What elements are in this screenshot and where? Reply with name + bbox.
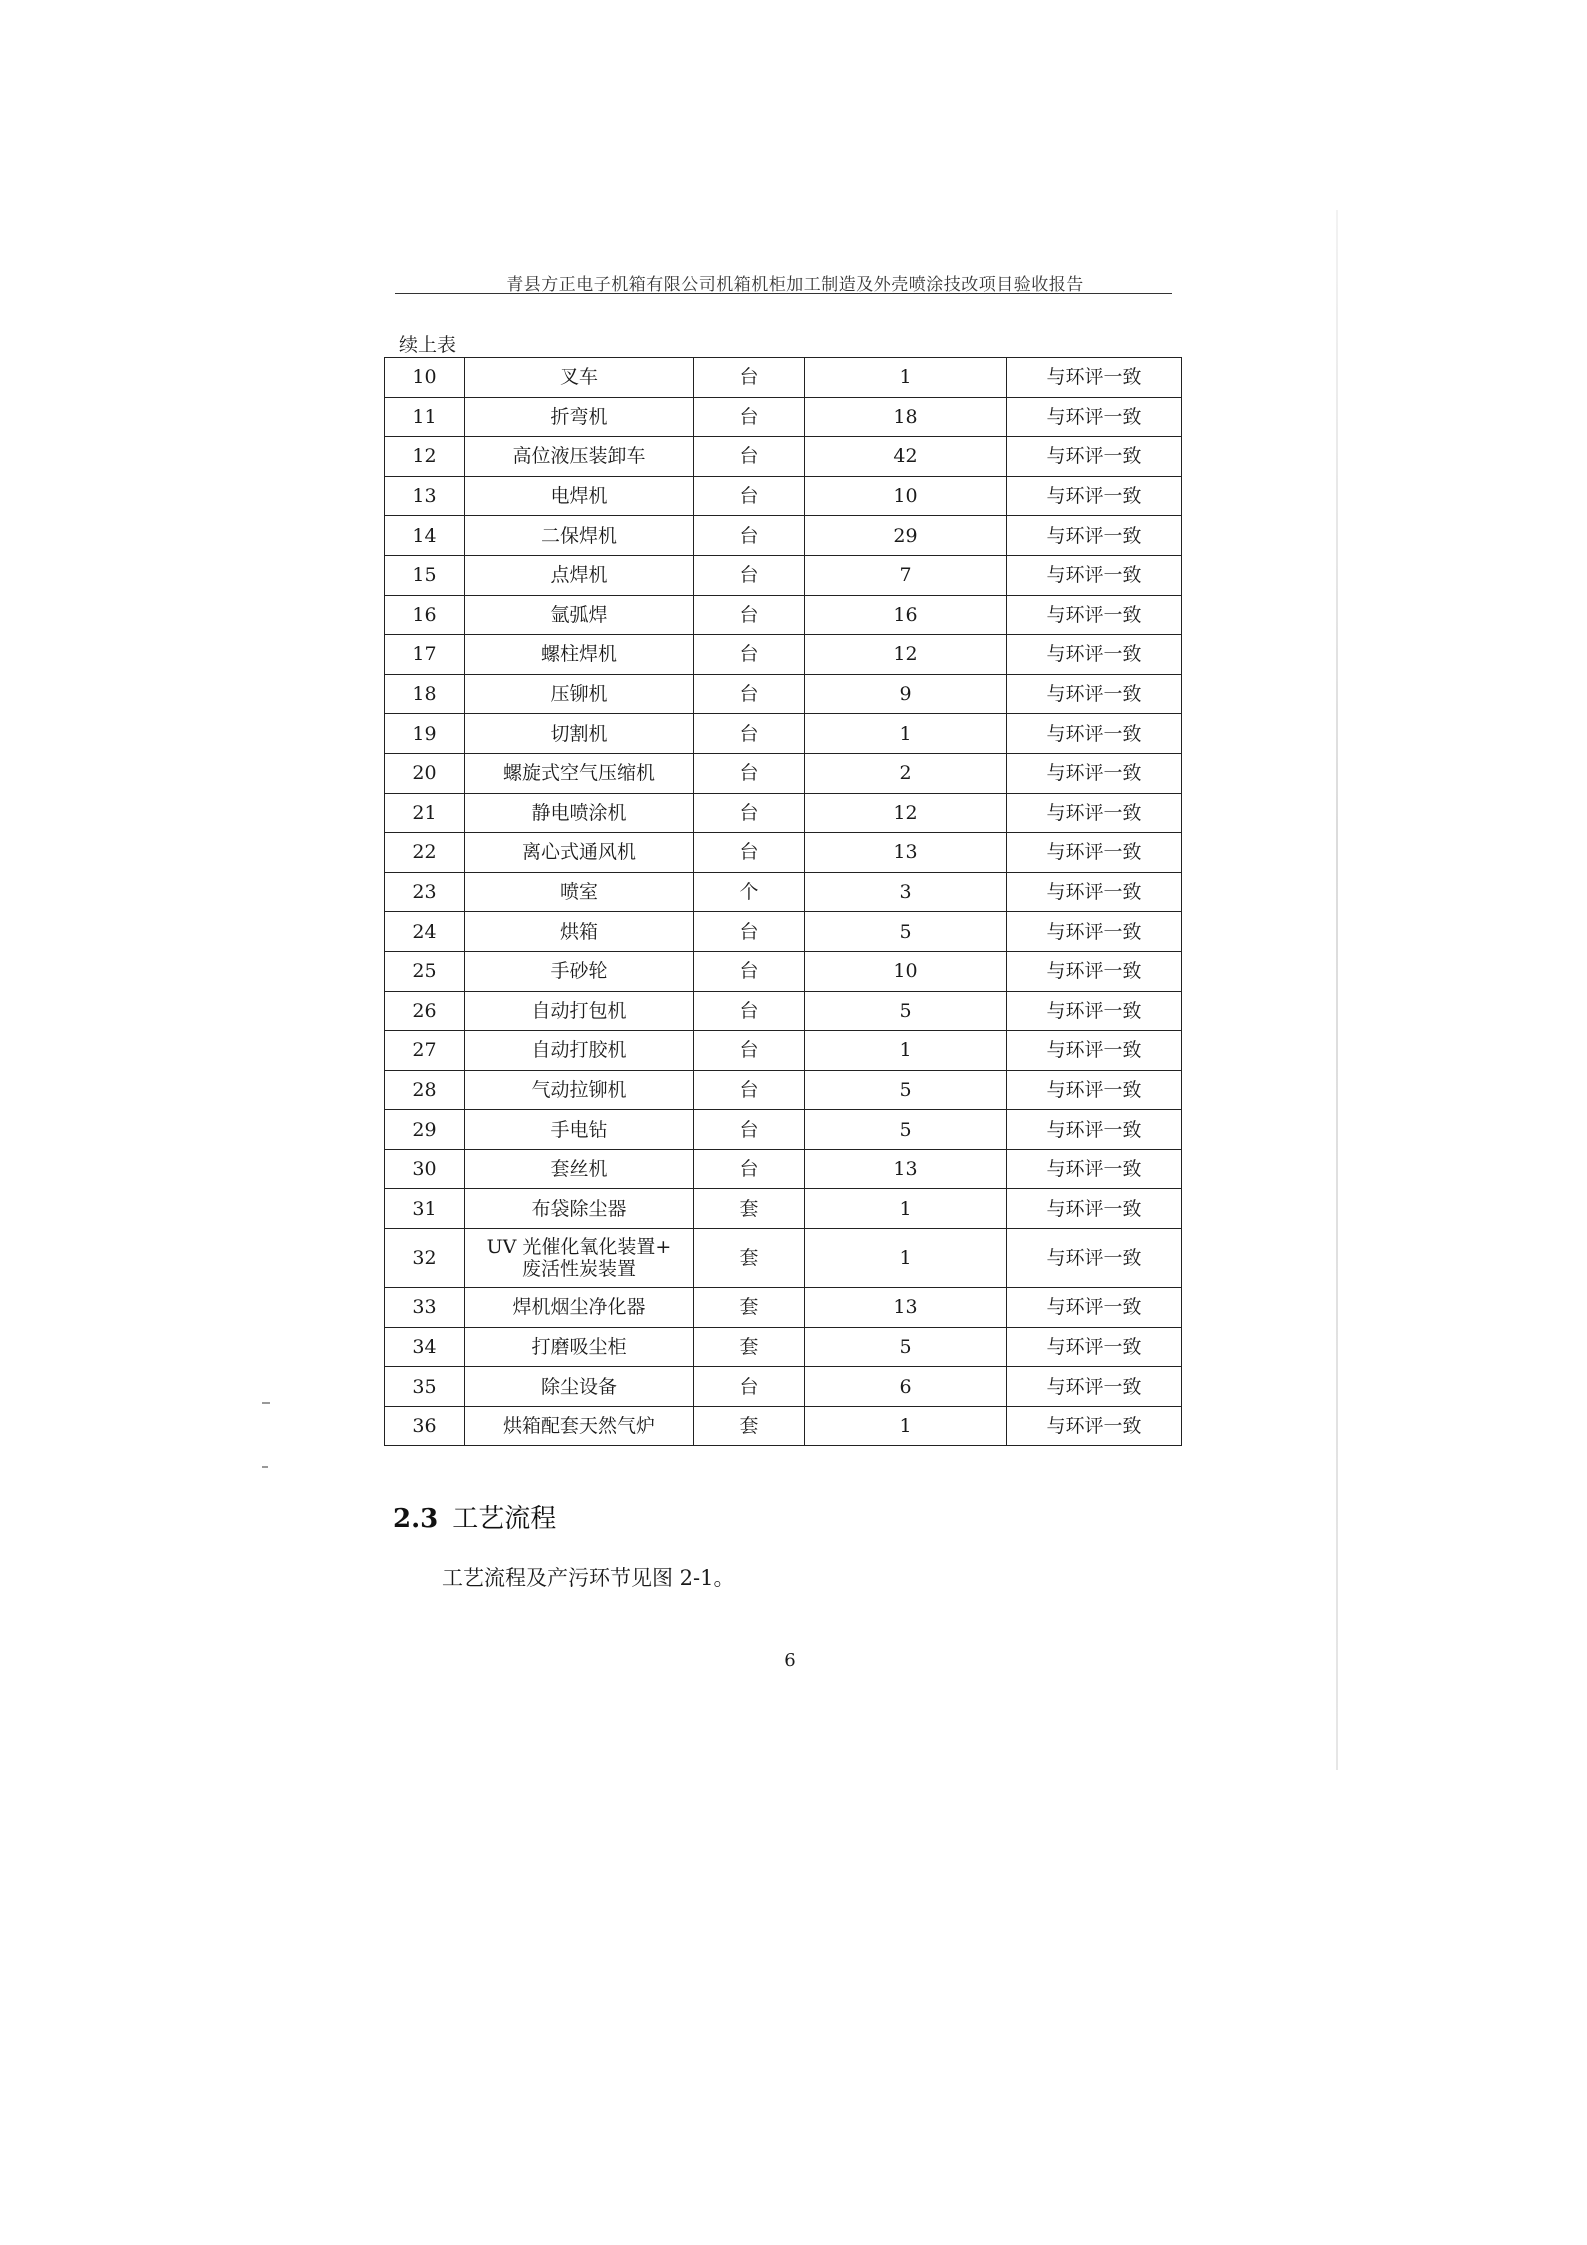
cell-quantity: 12: [805, 793, 1007, 833]
cell-equipment-name: 气动拉铆机: [465, 1070, 694, 1110]
cell-note: 与环评一致: [1007, 358, 1182, 398]
table-row: [385, 1110, 1182, 1150]
cell-unit: 套: [694, 1327, 805, 1367]
table-row: [385, 753, 1182, 793]
equipment-table-body: [385, 358, 1182, 1446]
cell-unit: 台: [694, 1110, 805, 1150]
cell-quantity: 5: [805, 1070, 1007, 1110]
scan-speck: [262, 1466, 268, 1468]
cell-unit: 套: [694, 1189, 805, 1229]
cell-note: 与环评一致: [1007, 872, 1182, 912]
cell-quantity: 5: [805, 1327, 1007, 1367]
cell-equipment-name: 折弯机: [465, 397, 694, 437]
cell-number: 15: [385, 555, 465, 595]
cell-quantity: 1: [805, 1189, 1007, 1229]
cell-number: 31: [385, 1189, 465, 1229]
cell-quantity: 7: [805, 555, 1007, 595]
cell-number: 28: [385, 1070, 465, 1110]
cell-unit: 台: [694, 674, 805, 714]
cell-equipment-name: 压铆机: [465, 674, 694, 714]
cell-number: 26: [385, 991, 465, 1031]
cell-unit: 台: [694, 1367, 805, 1407]
cell-note: 与环评一致: [1007, 595, 1182, 635]
cell-number: 12: [385, 437, 465, 477]
cell-number: 24: [385, 912, 465, 952]
cell-equipment-name: 高位液压装卸车: [465, 437, 694, 477]
table-row: [385, 912, 1182, 952]
cell-unit: 台: [694, 1070, 805, 1110]
section-heading: [393, 1498, 556, 1535]
table-row: [385, 1406, 1182, 1446]
cell-note: 与环评一致: [1007, 912, 1182, 952]
cell-quantity: 1: [805, 1229, 1007, 1288]
cell-number: 32: [385, 1229, 465, 1288]
cell-note: 与环评一致: [1007, 555, 1182, 595]
cell-quantity: 1: [805, 1406, 1007, 1446]
cell-number: 33: [385, 1288, 465, 1328]
cell-quantity: 10: [805, 476, 1007, 516]
table-row: [385, 516, 1182, 556]
table-row: [385, 397, 1182, 437]
cell-quantity: 18: [805, 397, 1007, 437]
cell-quantity: 9: [805, 674, 1007, 714]
cell-quantity: 6: [805, 1367, 1007, 1407]
cell-number: 21: [385, 793, 465, 833]
cell-equipment-name: 自动打包机: [465, 991, 694, 1031]
cell-note: 与环评一致: [1007, 1110, 1182, 1150]
cell-note: 与环评一致: [1007, 1367, 1182, 1407]
table-row: [385, 833, 1182, 873]
table-row: [385, 1189, 1182, 1229]
cell-number: 11: [385, 397, 465, 437]
cell-equipment-name: 切割机: [465, 714, 694, 754]
cell-unit: 台: [694, 595, 805, 635]
cell-note: 与环评一致: [1007, 1149, 1182, 1189]
cell-quantity: 1: [805, 714, 1007, 754]
cell-unit: 台: [694, 793, 805, 833]
cell-unit: 台: [694, 951, 805, 991]
cell-number: 29: [385, 1110, 465, 1150]
cell-equipment-name: 烘箱配套天然气炉: [465, 1406, 694, 1446]
cell-equipment-name: 二保焊机: [465, 516, 694, 556]
table-row: [385, 1070, 1182, 1110]
cell-quantity: 10: [805, 951, 1007, 991]
cell-unit: 台: [694, 635, 805, 675]
cell-number: 18: [385, 674, 465, 714]
section-title: 工艺流程: [452, 1504, 557, 1534]
section-number: 2.3: [393, 1504, 439, 1534]
cell-unit: 台: [694, 476, 805, 516]
cell-note: 与环评一致: [1007, 1229, 1182, 1288]
cell-equipment-name: 手电钻: [465, 1110, 694, 1150]
cell-note: 与环评一致: [1007, 951, 1182, 991]
scan-speck: [262, 1402, 270, 1404]
table-caption: 续上表: [399, 334, 457, 356]
cell-quantity: 13: [805, 833, 1007, 873]
cell-unit: 台: [694, 753, 805, 793]
table-row: [385, 1149, 1182, 1189]
table-row: [385, 951, 1182, 991]
table-row: [385, 1327, 1182, 1367]
cell-number: 16: [385, 595, 465, 635]
cell-note: 与环评一致: [1007, 635, 1182, 675]
cell-note: 与环评一致: [1007, 793, 1182, 833]
cell-note: 与环评一致: [1007, 1406, 1182, 1446]
cell-quantity: 5: [805, 1110, 1007, 1150]
cell-equipment-name: 套丝机: [465, 1149, 694, 1189]
section-body-text: 工艺流程及产污环节见图 2-1。: [442, 1566, 735, 1590]
cell-note: 与环评一致: [1007, 1288, 1182, 1328]
cell-unit: 套: [694, 1288, 805, 1328]
equipment-table: [384, 357, 1182, 1446]
cell-note: 与环评一致: [1007, 1189, 1182, 1229]
cell-unit: 台: [694, 1031, 805, 1071]
cell-equipment-name: 布袋除尘器: [465, 1189, 694, 1229]
cell-equipment-name: 打磨吸尘柜: [465, 1327, 694, 1367]
cell-note: 与环评一致: [1007, 437, 1182, 477]
cell-note: 与环评一致: [1007, 991, 1182, 1031]
cell-quantity: 29: [805, 516, 1007, 556]
cell-unit: 台: [694, 516, 805, 556]
cell-equipment-name: 喷室: [465, 872, 694, 912]
cell-equipment-name: 螺旋式空气压缩机: [465, 753, 694, 793]
cell-note: 与环评一致: [1007, 1070, 1182, 1110]
cell-unit: 台: [694, 555, 805, 595]
cell-quantity: 3: [805, 872, 1007, 912]
cell-number: 19: [385, 714, 465, 754]
table-row: [385, 991, 1182, 1031]
cell-number: 35: [385, 1367, 465, 1407]
cell-unit: 台: [694, 833, 805, 873]
table-row: [385, 635, 1182, 675]
scan-edge-line: [1336, 210, 1338, 1770]
cell-quantity: 16: [805, 595, 1007, 635]
cell-unit: 台: [694, 714, 805, 754]
table-row: [385, 437, 1182, 477]
cell-equipment-name: [465, 1229, 694, 1288]
cell-unit: 台: [694, 912, 805, 952]
cell-number: 22: [385, 833, 465, 873]
cell-number: 34: [385, 1327, 465, 1367]
cell-equipment-name: 点焊机: [465, 555, 694, 595]
cell-quantity: 1: [805, 1031, 1007, 1071]
cell-note: 与环评一致: [1007, 674, 1182, 714]
cell-equipment-name: 焊机烟尘净化器: [465, 1288, 694, 1328]
cell-quantity: 1: [805, 358, 1007, 398]
cell-unit: 套: [694, 1406, 805, 1446]
cell-quantity: 5: [805, 912, 1007, 952]
cell-equipment-name: 氩弧焊: [465, 595, 694, 635]
running-header: 青县方正电子机箱有限公司机箱机柜加工制造及外壳喷涂技改项目验收报告: [506, 275, 1084, 295]
cell-note: 与环评一致: [1007, 1031, 1182, 1071]
cell-number: 14: [385, 516, 465, 556]
cell-number: 20: [385, 753, 465, 793]
cell-unit: 台: [694, 397, 805, 437]
table-row: [385, 872, 1182, 912]
cell-quantity: 2: [805, 753, 1007, 793]
page-number: 6: [784, 1650, 796, 1671]
table-row: [385, 1031, 1182, 1071]
cell-note: 与环评一致: [1007, 516, 1182, 556]
cell-note: 与环评一致: [1007, 833, 1182, 873]
cell-note: 与环评一致: [1007, 753, 1182, 793]
table-row: [385, 476, 1182, 516]
cell-number: 36: [385, 1406, 465, 1446]
cell-equipment-name: 叉车: [465, 358, 694, 398]
table-row: [385, 1229, 1182, 1288]
cell-note: 与环评一致: [1007, 476, 1182, 516]
cell-number: 13: [385, 476, 465, 516]
cell-quantity: 13: [805, 1149, 1007, 1189]
cell-number: 17: [385, 635, 465, 675]
table-row: [385, 1367, 1182, 1407]
cell-unit: 台: [694, 991, 805, 1031]
cell-number: 27: [385, 1031, 465, 1071]
cell-equipment-name: 自动打胶机: [465, 1031, 694, 1071]
cell-note: 与环评一致: [1007, 714, 1182, 754]
table-row: [385, 714, 1182, 754]
cell-unit: 台: [694, 1149, 805, 1189]
cell-equipment-name-line: 废活性炭装置: [521, 1258, 636, 1281]
cell-unit: 台: [694, 358, 805, 398]
cell-unit: 台: [694, 437, 805, 477]
cell-equipment-name: 离心式通风机: [465, 833, 694, 873]
table-row: [385, 358, 1182, 398]
cell-unit: 套: [694, 1229, 805, 1288]
table-row: [385, 555, 1182, 595]
cell-equipment-name-line: UV 光催化氧化装置+: [486, 1236, 672, 1259]
cell-equipment-name: 静电喷涂机: [465, 793, 694, 833]
cell-quantity: 13: [805, 1288, 1007, 1328]
cell-equipment-name: 螺柱焊机: [465, 635, 694, 675]
header-rule: [395, 293, 1172, 294]
cell-number: 10: [385, 358, 465, 398]
cell-number: 30: [385, 1149, 465, 1189]
cell-number: 25: [385, 951, 465, 991]
cell-note: 与环评一致: [1007, 397, 1182, 437]
table-row: [385, 595, 1182, 635]
cell-unit: 个: [694, 872, 805, 912]
cell-equipment-name: 电焊机: [465, 476, 694, 516]
cell-note: 与环评一致: [1007, 1327, 1182, 1367]
table-row: [385, 1288, 1182, 1328]
cell-quantity: 12: [805, 635, 1007, 675]
table-row: [385, 674, 1182, 714]
cell-quantity: 5: [805, 991, 1007, 1031]
table-row: [385, 793, 1182, 833]
cell-equipment-name: 烘箱: [465, 912, 694, 952]
cell-equipment-name: 手砂轮: [465, 951, 694, 991]
cell-equipment-name: 除尘设备: [465, 1367, 694, 1407]
cell-number: 23: [385, 872, 465, 912]
cell-quantity: 42: [805, 437, 1007, 477]
